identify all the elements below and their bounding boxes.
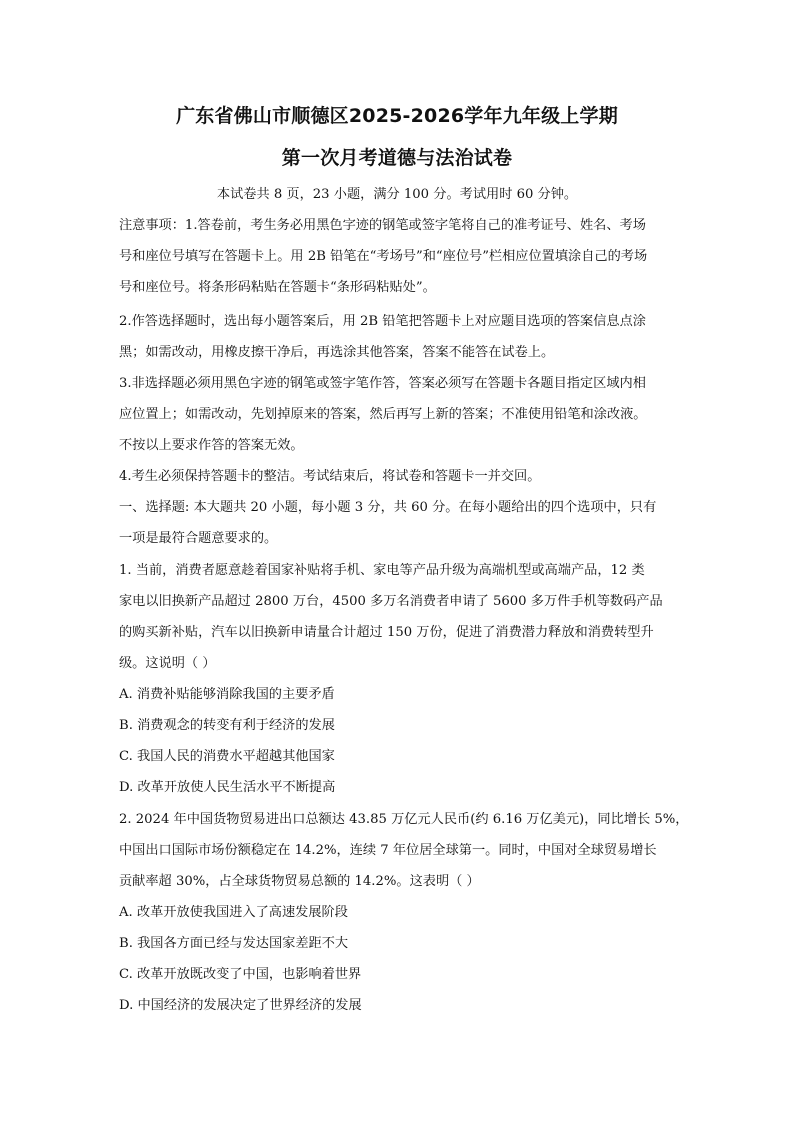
- note-line: 4.考生必须保持答题卡的整洁。考试结束后，将试卷和答题卡一并交回。: [119, 469, 541, 484]
- note-line: 不按以上要求作答的答案无效。: [119, 438, 304, 453]
- question-option: B. 我国各方面已经与发达国家差距不大: [119, 936, 349, 951]
- question-option: C. 改革开放既改变了中国，也影响着世界: [119, 967, 362, 982]
- question-option: D. 中国经济的发展决定了世界经济的发展: [119, 998, 362, 1013]
- note-line: 号和座位号填写在答题卡上。用 2B 铅笔在“考场号”和“座位号”栏相应位置填涂自己的考场: [119, 249, 648, 264]
- note-line: 黑；如需改动，用橡皮擦干净后，再选涂其他答案，答案不能答在试卷上。: [119, 345, 555, 360]
- note-line: 3.非选择题必须用黑色字迹的钢笔或签字笔作答，答案必须写在答题卡各题目指定区域内相: [119, 376, 646, 391]
- question-option: A. 改革开放使我国进入了高速发展阶段: [119, 905, 348, 920]
- section-heading: 一项是最符合题意要求的。: [119, 531, 278, 546]
- note-line: 应位置上；如需改动，先划掉原来的答案，然后再写上新的答案；不准使用铅笔和涂改液。: [119, 407, 647, 422]
- question-stem: 级。这说明（ ）: [119, 656, 216, 671]
- exam-title-line1: 广东省佛山市顺德区2025-2026学年九年级上学期: [176, 105, 618, 127]
- question-stem: 贡献率超 30%，占全球货物贸易总额的 14.2%。这表明（ ）: [119, 874, 480, 889]
- question-stem: 1. 当前，消费者愿意趁着国家补贴将手机、家电等产品升级为高端机型或高端产品，12 类: [119, 563, 645, 578]
- question-stem: 2. 2024 年中国货物贸易进出口总额达 43.85 万亿元人民币(约 6.16 万亿美元)，同比增长 5%，: [119, 812, 689, 827]
- question-option: C. 我国人民的消费水平超越其他国家: [119, 749, 335, 764]
- note-line: 2.作答选择题时，选出每小题答案后，用 2B 铅笔把答题卡上对应题目选项的答案信息点涂: [119, 314, 646, 329]
- question-stem: 家电以旧换新产品超过 2800 万台，4500 多万名消费者申请了 5600 多万件手机等数码产品: [119, 594, 663, 609]
- question-stem: 中国出口国际市场份额稳定在 14.2%，连续 7 年位居全球第一。同时，中国对全球贸易增长: [119, 843, 657, 858]
- exam-info: 本试卷共 8 页，23 小题，满分 100 分。考试用时 60 分钟。: [216, 187, 578, 202]
- question-stem: 的购买新补贴，汽车以旧换新申请量合计超过 150 万份，促进了消费潜力释放和消费转型升: [119, 625, 654, 640]
- section-heading: 一、选择题: 本大题共 20 小题，每小题 3 分，共 60 分。在每小题给出的四个选项中，只有: [119, 500, 657, 515]
- question-option: B. 消费观念的转变有利于经济的发展: [119, 718, 335, 733]
- question-option: D. 改革开放使人民生活水平不断提高: [119, 780, 336, 795]
- note-line: 注意事项：1.答卷前，考生务必用黑色字迹的钢笔或签字笔将自己的准考证号、姓名、考场: [119, 218, 646, 233]
- exam-title-line2: 第一次月考道德与法治试卷: [281, 147, 513, 169]
- question-option: A. 消费补贴能够消除我国的主要矛盾: [119, 687, 335, 702]
- note-line: 号和座位号。将条形码粘贴在答题卡“条形码粘贴处”。: [119, 280, 436, 295]
